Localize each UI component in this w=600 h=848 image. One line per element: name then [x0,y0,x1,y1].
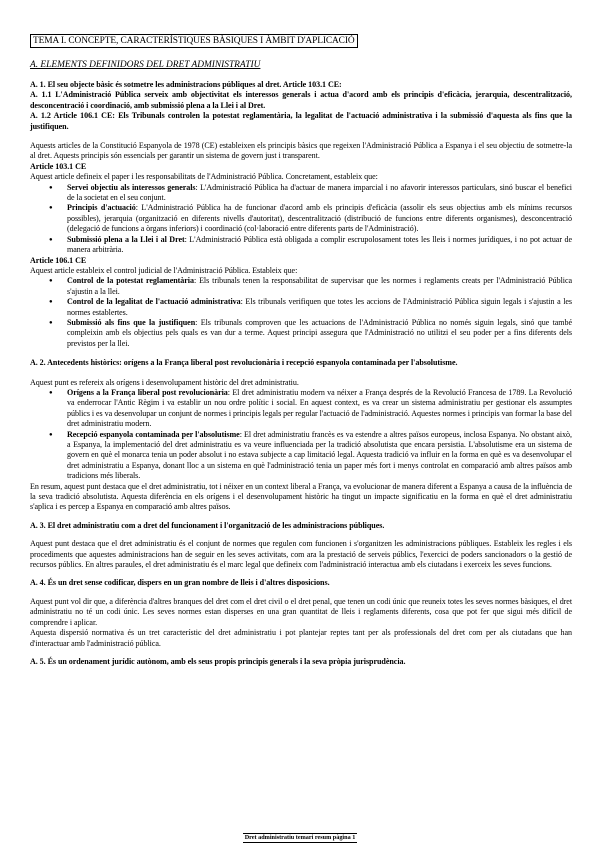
a4-text-2: Aquesta dispersió normativa és un tret característic del dret administratiu i pot plantejar reptes tant per als professionals del dret com per als ciutadans que han d'interactuar amb l'administració pública. [30,628,572,648]
list-item: ● Orígens a la França liberal post revolucionària: El dret administratiu modern va néixer a França després de la Revolució Francesa de 1789. La Revolució va enderrocar l'Antic Règim i va establir un nou ordre polític i social. En aquest context, es va crear un sistema administratiu per gestionar els assumptes públics i es va desenvolupar un conjunt de normes i principis legals per regular l'actuació de l'administració. Aquestes normes i principis van formar la base del dret administratiu modern. [67,388,572,430]
list-item: ● Principis d'actuació: L'Administració Pública ha de funcionar d'acord amb els principis d'eficàcia (assolir els seus objectius amb els mínims recursos possibles), jerarquia (organització en diferents nivells d'autoritat), descentralització (distribució de funcions entre diferents organismes), desconcentració (delegació de funcions a òrgans inferiors) i coordinació (col·laboració entre diferents parts de l'Administració). [67,203,572,234]
a4-text-1: Aquest punt vol dir que, a diferència d'altres branques del dret com el dret civil o el dret penal, que tenen un codi únic que reuneix totes les seves normes bàsiques, el dret administratiu no té un codi únic. Les seves normes estan disperses en una gran quantitat de lleis i reglaments diferents, cosa que pot fer que sigui més difícil de comprendre i aplicar. [30,596,572,627]
art106-intro: Aquest article estableix el control judicial de l'Administració Pública. Estableix que: [30,265,298,275]
art103-intro: Aquest article defineix el paper i les responsabilitats de l'Administració Pública. Concretament, estableix que: [30,172,378,182]
a3-text: Aquest punt destaca que el dret administratiu és el conjunt de normes que regulen com funcionen i s'organitzen les administracions públiques. Estableix les regles i els procediments que aquestes administracions han de seguir en les seves activitats, com ara la prestació de serveis públics, l'exercici de poders sancionadors o la gestió de recursos públics. En altres paraules, el dret administratiu és el marc legal que defineix com l'administració interactua amb els ciutadans i exerceix les seves funcions. [30,539,572,570]
a2-list [30,388,572,482]
list-item: ● Control de la legalitat de l'actuació administrativa: Els tribunals verifiquen que totes les accions de l'Administració Pública siguin legals i s'ajustin a les normes establertes. [67,297,572,318]
section-a-title: A. ELEMENTS DEFINIDORS DEL DRET ADMINISTRATIU [30,60,261,70]
a12-text: A. 1.2 Article 106.1 CE: Els Tribunals controlen la potestat reglamentària, la legalitat de l'actuació administrativa i la submissió d'aquesta als fins que la justifiquen. [30,111,572,131]
a2-summary: En resum, aquest punt destaca que el dret administratiu, tot i néixer en un context liberal a França, va evolucionar de manera diferent a Espanya a causa de la influència de la seva tradició absolutista. Aquesta diferència en els orígens i el desenvolupament històric ha tingut un impacte significatiu en la forma en què el dret administratiu s'aplica i es percep a Espanya en comparació amb altres països. [30,481,572,512]
intro-paragraph: Aquests articles de la Constitució Espanyola de 1978 (CE) estableixen els principis bàsics que regeixen l'Administració Pública a Espanya i el seu objectiu de sotmetre-la al dret. Aquests principis són essencials per garantir un sistema de govern just i transparent. [30,141,572,161]
art106-list [30,276,572,349]
a1-heading: A. 1. El seu objecte bàsic és sotmetre les administracions públiques al dret. Article 103.1 CE: [30,80,342,89]
a2-heading: A. 2. Antecedents històrics: orígens a la França liberal post revolucionària i recepció espanyola contaminada per l'absolutisme. [30,358,458,368]
a4-heading: A. 4. És un dret sense codificar, dispers en un gran nombre de lleis i d'altres disposicions. [30,578,330,588]
a3-heading: A. 3. El dret administratiu com a dret del funcionament i l'organització de les administracions públiques. [30,520,385,530]
topic-heading: TEMA I. CONCEPTE, CARACTERÍSTIQUES BÀSIQUES I ÀMBIT D'APLICACIÓ [30,34,358,48]
a11-text: A. 1.1 L'Administració Pública serveix amb objectivitat els interessos generals i actua d'acord amb els principis d'eficàcia, jerarquia, descentralització, desconcentració i coordinació, amb submissió plena a la Llei i al Dret. [30,90,572,110]
list-item: ● Servei objectiu als interessos generals: L'Administració Pública ha d'actuar de manera imparcial i no afavorir interessos particulars, sinó buscar el benefici de la societat en el seu conjunt. [67,183,572,204]
a5-heading: A. 5. És un ordenament jurídic autònom, amb els seus propis principis generals i la seva pròpia jurisprudència. [30,656,406,666]
art103-title: Article 103.1 CE [30,161,87,171]
art106-title: Article 106.1 CE [30,255,87,265]
list-item: ● Recepció espanyola contaminada per l'absolutisme: El dret administratiu francès es va estendre a altres països europeus, inclosa Espanya. No obstant això, a Espanya, la implementació del dret administratiu es va veure influenciada per la tradició absolutista que encara persistia. L'absolutisme era un sistema de govern en què el monarca tenia un poder absolut i no estava subjecte a cap limitació legal. Aquesta tradició va influir en la forma en què es va desenvolupar el dret administratiu a Espanya, donant lloc a un sistema en què l'administració tenia un paper més fort i menys controlat en comparació amb altres països amb tradicions més liberals. [67,430,572,482]
document-page [30,30,572,667]
list-item: ● Submissió plena a la Llei i al Dret: L'Administració Pública està obligada a complir escrupolosament totes les lleis i normes jurídiques, i no pot actuar de manera arbitrària. [67,235,572,256]
art103-list [30,183,572,256]
page-footer [0,826,600,844]
list-item: ● Control de la potestat reglamentària: Els tribunals tenen la responsabilitat de supervisar que les normes i reglaments creats per l'Administració Pública s'ajustin a la llei. [67,276,572,297]
list-item: ● Submissió als fins que la justifiquen: Els tribunals comproven que les actuacions de l'Administració Pública no només siguin legals, sinó que també compleixin amb els objectius pels quals es van dur a terme. Aquest principi assegura que l'Administració no utilitzi el seu poder per a fins diferents dels previstos per la llei. [67,318,572,349]
a2-intro: Aquest punt es refereix als orígens i desenvolupament històric del dret administratiu. [30,377,299,387]
footer-text: Dret administratiu temari resum pàgina 1 [244,834,356,841]
